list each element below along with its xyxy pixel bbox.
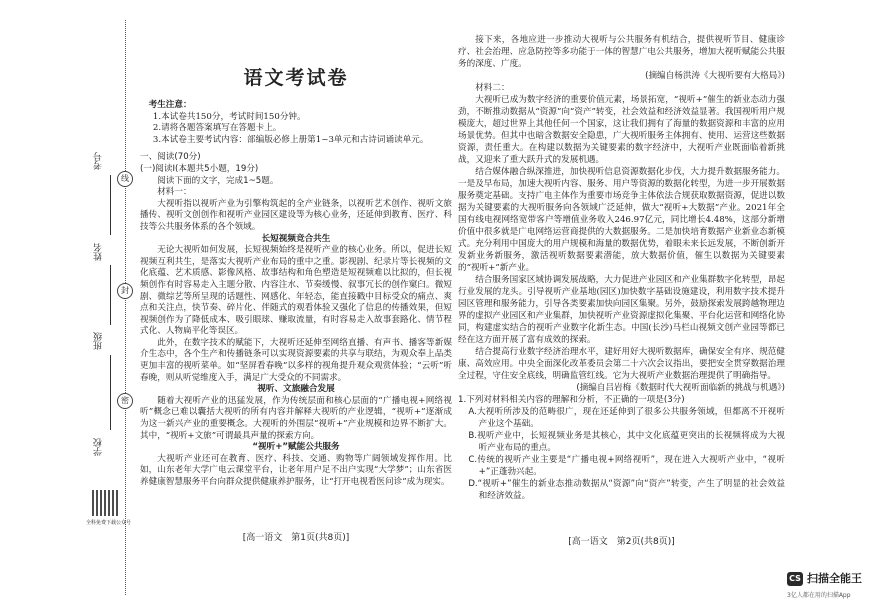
paragraph: 无论大视听如何发展，长短视频始终是视听产业的核心业务。所以，促进长短视频互利共生，是落实大视听产业布局的重中之重。影视剧、纪录片等长视频的文化底蕴、艺术质感、影像风格、故事结构和角色塑造是短视频难以比拟的，但长视频创作有时容易走入主题分散、内容注水、节奏缓慢、叙事冗长的创作窠臼。微短剧、微综艺等所呈现的话题性、网感化、年轻态，能直接戳中目标受众的痛点、爽点和关注点，快节奏、碎片化、伴随式的观看体验又强化了信息的传播效果，但短视频创作为了降低成本、吸引眼球、赚取流量，有时容易走入故事套路化、情节程式化、人物扁平化等误区。 bbox=[140, 245, 452, 337]
paragraph: 接下来，各地应进一步推动大视听与公共服务有机结合，提供视听节目、健康诊疗、社会治理、应急防控等多功能于一体的智慧广电公共服务，增加大视听赋能公共服务的深度、广度。 bbox=[458, 35, 785, 69]
paragraph: 大视听指以视听产业为引擎构筑起的全产业链条，以视听艺术创作、视听文旅播传、视听文创创作和视听产业园区建设等为核心业务，还延伸到教育、医疗、科技等公共服务体系的各个领域。 bbox=[140, 198, 452, 232]
seal-mark: 密 bbox=[117, 393, 133, 409]
subheading: “视听+”赋能公共服务 bbox=[252, 442, 340, 453]
notice-item: 1.本试卷共150分，考试时间150分钟。 bbox=[152, 111, 306, 122]
option-b: B.视听产业中，长短视频业务是其核心，其中文化底蕴更突出的长视频将成为大视听产业布局的重点。 bbox=[468, 431, 785, 453]
exam-number-label: 考号 bbox=[94, 152, 104, 170]
subheading: 视听、文旅融合发展 bbox=[257, 384, 335, 395]
paragraph: 结合服务国家区域协调发展战略，大力促进产业园区和产业集群数字化转型，昂起行业发展的龙头。引导视听产业基地(园区)加快数字基础设施建设，利用数字技术提升园区管理和服务能力，引导各类要素加快向园区集聚。另外，鼓励探索发展跨越物理边界的虚拟产业园区和产业集群，加快视听产业资源虚拟化集聚、平台化运营和网络化协同，构建虚实结合的视听产业数字化新生态。中国(长沙)马栏山视频文创产业园等都已经在这方面开展了富有成效的探索。 bbox=[458, 275, 785, 345]
scanner-watermark bbox=[787, 572, 862, 586]
material-label: 材料一： bbox=[157, 187, 192, 198]
option-a: A.大视听所涉及的范畴很广，现在还延伸到了很多公共服务领域，但都离不开视听产业这个基础。 bbox=[468, 407, 785, 429]
paragraph: 随着大视听产业的迅猛发展，作为传统层面和核心层面的“广播电视+网络视听”概念已难以囊括大视听的所有内容并解释大视听的产业逻辑，“视听+”逐渐成为这一新兴产业的重要概念。大视听的外围层“视听+”产业规模和边界不断扩大。其中，“视听+文旅”可谓最具声量的探索方向。 bbox=[140, 395, 452, 441]
page-2 bbox=[458, 34, 785, 548]
page-footer: [高一语文 第2页(共8页)] bbox=[568, 537, 675, 547]
watermark-tagline: 3亿人都在用的扫描App bbox=[787, 592, 851, 599]
question-1: 1.下列对材料相关内容的理解和分析，不正确的一项是(3分) bbox=[458, 395, 685, 405]
page-title: 语文考试卷 bbox=[243, 67, 349, 89]
paragraph: 大视听产业还可在教育、医疗、科技、交通、购物等广阔领域发挥作用。比如，山东老年大学广电云课堂平台，让老年用户足不出户实现“大学梦”；山东省医养健康智慧服务平台向群众提供健康养护服务，让“打开电视看医问诊”成为现实。 bbox=[140, 453, 452, 487]
seal-mark: 线 bbox=[117, 171, 133, 187]
section-heading: 一、阅读(70分) bbox=[140, 152, 201, 163]
camscanner-logo-icon: CS bbox=[787, 572, 803, 586]
subsection-heading: (一)阅读Ⅰ(本题共5小题，19分) bbox=[140, 163, 259, 174]
option-d: D.“视听+”催生的新业态推动数据从“资源”向“资产”转变，产生了明显的社会效益和经济效益。 bbox=[468, 479, 785, 501]
binding-line bbox=[125, 20, 126, 595]
paragraph: 此外，在数字技术的赋能下，大视听还延伸至网络直播、有声书、播客等新媒介生态中，各个生产和传播链条可以实现资源要素的共享与联结，为观众奉上品类更加丰富的视听菜单。如“坚屏看春晚”以多样的视角提升观众观赏体验；“云听”听春晚，则从听觉维度入手，满足广大受众的不同需求。 bbox=[140, 337, 452, 383]
paragraph: 结合媒体融合纵深推进，加快视听信息资源数据化步伐，大力提升数据服务能力。一是及早布局，加速大视听内容、服务、用户等资源的数据化转型，为进一步开展数据服务奠定基础。支持广电主体作为重要市场竞争主体依法合规获取数据资源，促进以数据为关键要素的大视听服务向各领域广泛延伸，做大“视听+大数据”产业。2021年全国有线电视网络宽带客户等增值业务收入246.97亿元，同比增长4.48%，这部分新增价值中很多就是广电网络运营商提供的大数据服务。二是加快培育数据产业新业态新模式。充分利用中国庞大的用户规模和海量的数据优势，着眼未来长远发展，不断创新开发新业务新服务，激活视听数据要素潜能，放大数据价值，催生以数据为关键要素的“视听+”新产业。 bbox=[458, 167, 785, 273]
subheading: 长短视频竞合共生 bbox=[261, 233, 331, 244]
qr-code bbox=[92, 490, 118, 516]
page-footer: [高一语文 第1页(共8页)] bbox=[242, 533, 350, 543]
source-citation: (摘编自杨洪涛《大视听要有大格局》) bbox=[645, 71, 785, 81]
name-label: 姓名 bbox=[94, 243, 104, 261]
paragraph: 结合提高行业数字经济治理水平，建好用好大视听数据库，确保安全有序、规范健康、高效应用。中央全面深化改革委员会第二十六次会议指出，要把安全贯穿数据治理全过程，守住安全底线，明确监管红线。它为大视听产业数据治理提供了明确指导。 bbox=[458, 347, 785, 381]
material-label: 材料二： bbox=[475, 83, 510, 93]
option-c: C.传统的视听产业主要是“广播电视+网络视听”，现在进入大视听产业中，“视听+”正蓬勃兴起。 bbox=[468, 455, 785, 477]
watermark-name: 扫描全能王 bbox=[807, 572, 862, 585]
qr-caption: 全科免费下载公众号 bbox=[86, 520, 132, 526]
notice-item: 3.本试卷主要考试内容：部编版必修上册第1~3单元和古诗词诵读单元。 bbox=[152, 134, 429, 145]
seal-mark: 封 bbox=[117, 283, 133, 299]
notice-item: 2.请将各题答案填写在答题卡上。 bbox=[152, 123, 282, 134]
notice-title: 考生注意： bbox=[148, 100, 192, 110]
fill-line bbox=[110, 265, 111, 325]
page-1 bbox=[140, 66, 452, 544]
fill-line bbox=[110, 175, 111, 235]
paragraph: 大视听已成为数字经济的重要价值元素，场景拓宽，“视听+”催生的新业态动力强劲，不断推动数据从“资源”向“资产”转变，社会效益和经济效益显著。我国视听用户规模庞大，超过世界上其他任何一个国家，这让我们拥有了海量的数据资源和丰富的应用场景优势。但其中也暗含数据安全隐患，广大视听服务主体拥有、使用、运营这些数据资源，责任重大。在构建以数据为关键要素的数字经济中，大视听产业既面临着新挑战，又迎来了重大跃升式的发展机遇。 bbox=[458, 95, 785, 165]
class-label: 班级 bbox=[94, 332, 104, 350]
source-citation: (摘编自吕岩梅《数据时代大视听面临新的挑战与机遇》) bbox=[576, 383, 785, 393]
school-label: 学校 bbox=[94, 438, 104, 456]
instruction: 阅读下面的文字，完成1~5题。 bbox=[157, 175, 279, 186]
fill-line bbox=[110, 355, 111, 430]
